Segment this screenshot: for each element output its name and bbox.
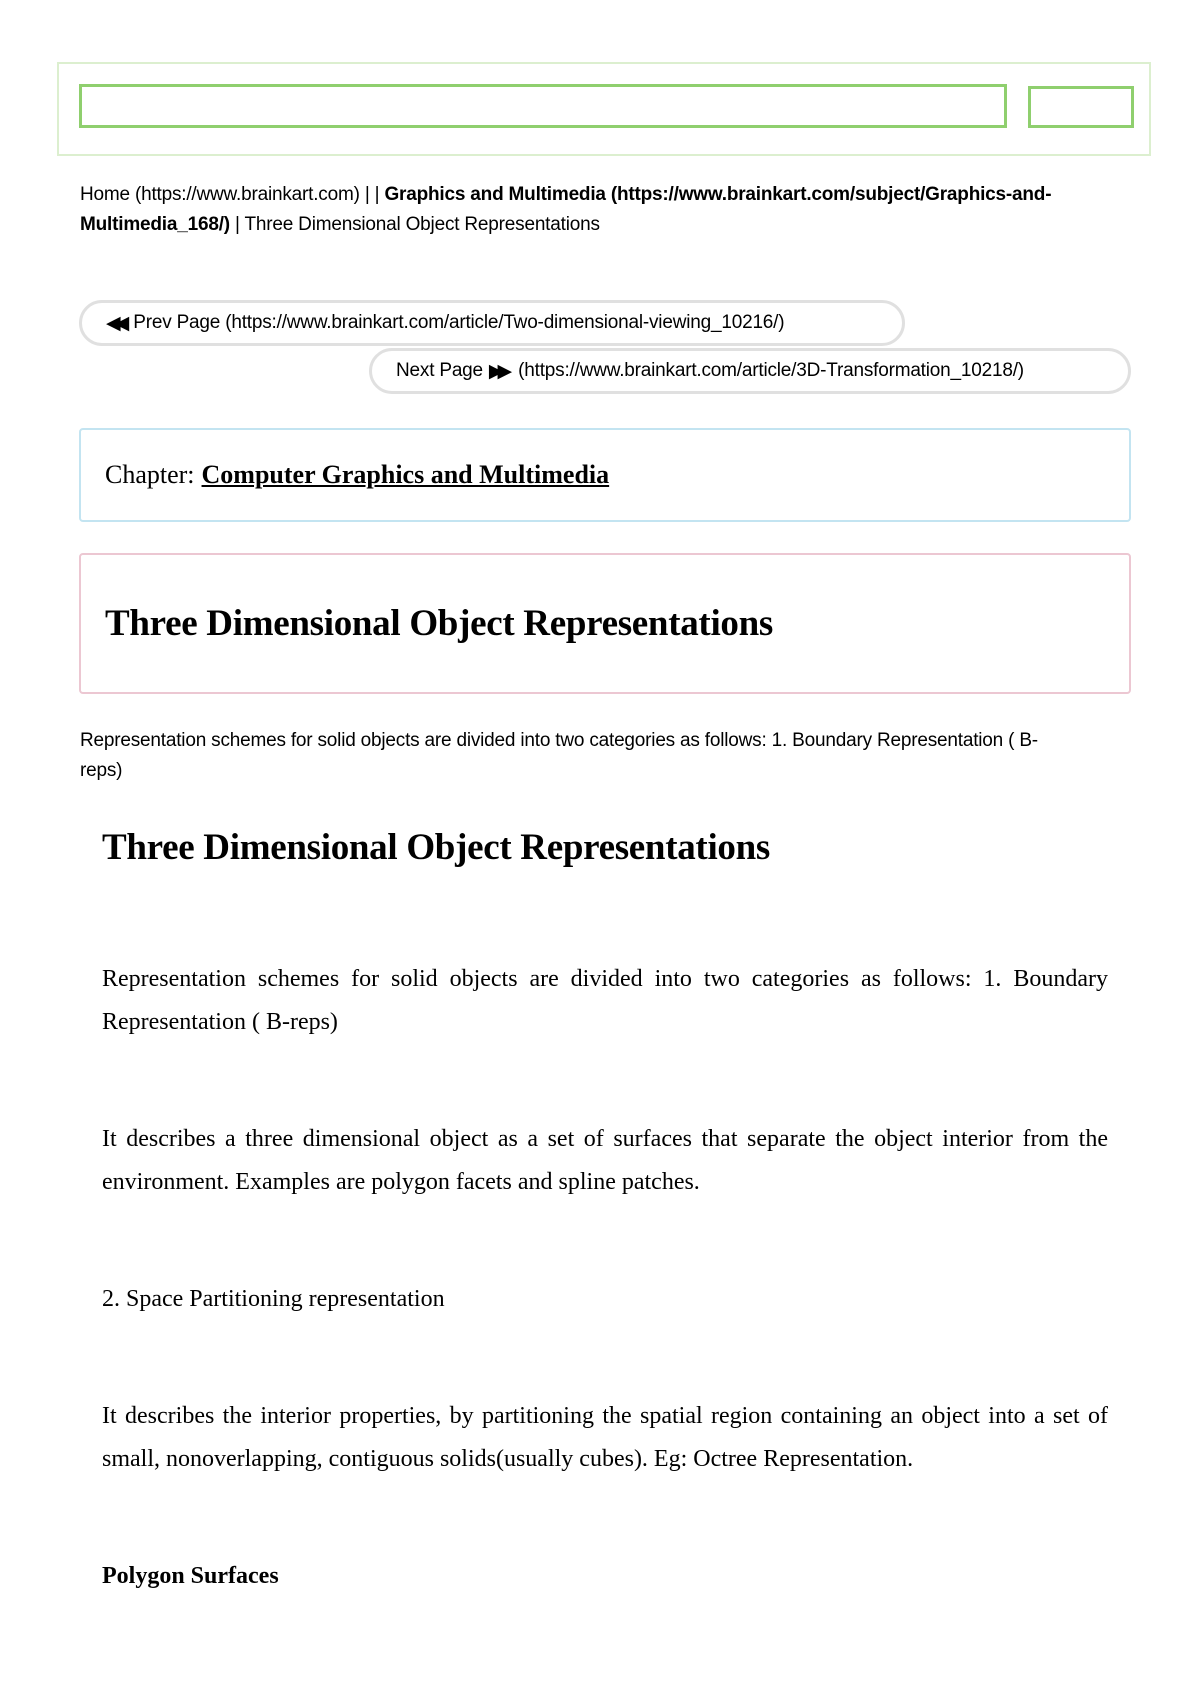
article-paragraph: 2. Space Partitioning representation bbox=[102, 1286, 445, 1312]
prev-page-label: Prev Page (https://www.brainkart.com/article/Two-dimensional-viewing_10216/) bbox=[133, 312, 785, 333]
title-box bbox=[79, 553, 1131, 694]
search-input[interactable] bbox=[79, 84, 1007, 128]
section-heading: Polygon Surfaces bbox=[102, 1563, 279, 1589]
article-paragraph: Representation schemes for solid objects are divided into two categories as follows: 1. Boundary Representation ( B-reps) bbox=[102, 966, 1108, 1035]
breadcrumb-subject-link[interactable]: Graphics and Multimedia (https://www.brainkart.com/subject/Graphics-and-Multimedia_168/) bbox=[80, 184, 1052, 235]
article-summary: Representation schemes for solid objects are divided into two categories as follows: 1. Boundary Representation ( B-reps) bbox=[80, 730, 1038, 781]
double-left-arrow-icon: ◀◀ bbox=[106, 312, 124, 334]
breadcrumb-home-link[interactable]: Home (https://www.brainkart.com) bbox=[80, 184, 360, 205]
search-panel bbox=[57, 62, 1151, 156]
prev-page-button[interactable] bbox=[79, 300, 905, 346]
chapter-box bbox=[79, 428, 1131, 522]
double-right-arrow-icon: ▶▶ bbox=[488, 360, 507, 382]
next-page-url: (https://www.brainkart.com/article/3D-Transformation_10218/) bbox=[518, 360, 1024, 381]
breadcrumb-current: Three Dimensional Object Representations bbox=[244, 214, 600, 235]
chapter-label: Chapter: bbox=[105, 460, 195, 489]
search-button[interactable] bbox=[1028, 86, 1134, 128]
article-paragraph: It describes the interior properties, by partitioning the spatial region containing an object into a set of small, nonoverlapping, contiguous solids(usually cubes). Eg: Octree Representation. bbox=[102, 1403, 1108, 1472]
page-title: Three Dimensional Object Representations bbox=[105, 603, 774, 644]
article-paragraph: It describes a three dimensional object as a set of surfaces that separate the object interior from the environment. Examples are polygon facets and spline patches. bbox=[102, 1126, 1108, 1195]
article-heading: Three Dimensional Object Representations bbox=[102, 827, 771, 868]
breadcrumb-separator: | bbox=[229, 214, 245, 235]
breadcrumb bbox=[80, 180, 1080, 240]
chapter-link[interactable]: Computer Graphics and Multimedia bbox=[201, 460, 610, 489]
article-body bbox=[102, 822, 1108, 1598]
breadcrumb-separator: | | bbox=[359, 184, 385, 205]
next-page-label: Next Page bbox=[396, 360, 483, 381]
next-page-button[interactable] bbox=[369, 348, 1131, 394]
